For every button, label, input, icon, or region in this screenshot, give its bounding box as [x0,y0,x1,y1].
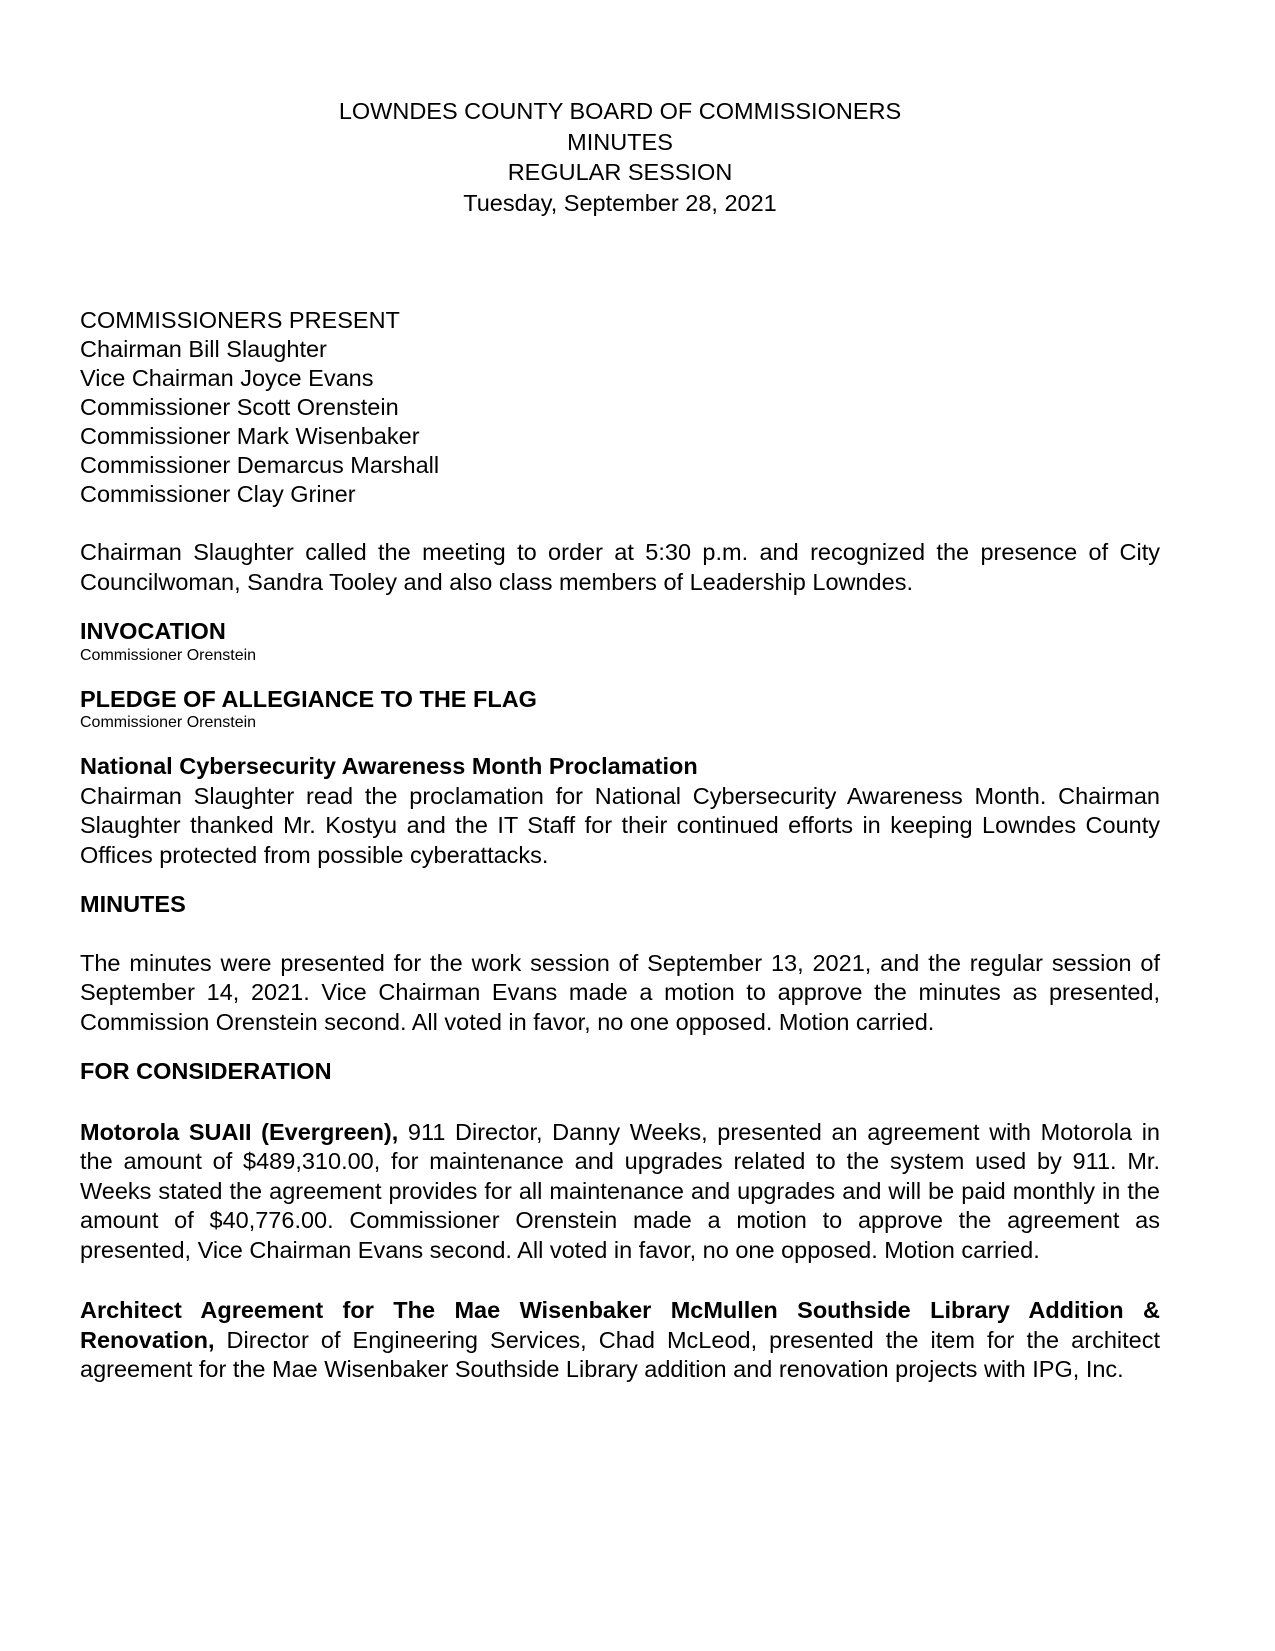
commissioner-entry: Commissioner Clay Griner [80,481,356,507]
header-title-line-3: REGULAR SESSION [507,159,733,185]
spacer [80,920,1160,949]
header-meeting-date: Tuesday, September 28, 2021 [463,189,777,216]
commissioners-present-heading: COMMISSIONERS PRESENT [80,307,400,333]
pledge-heading: PLEDGE OF ALLEGIANCE TO THE FLAG [80,685,537,712]
commissioner-entry: Commissioner Scott Orenstein [80,394,399,420]
pledge-body: Commissioner Orenstein [80,714,257,731]
header-title-line-2: MINUTES [567,128,673,155]
consideration-item-lead-in: Motorola SUAII (Evergreen), [80,1118,399,1145]
spacer [80,870,1160,890]
consideration-item-architect-agreement [80,1296,1160,1385]
document-header [80,96,1160,218]
spacer [80,732,1160,752]
commissioner-entry: Chairman Bill Slaughter [80,336,327,362]
commissioner-entry: Commissioner Demarcus Marshall [80,452,440,478]
consideration-item-motorola [80,1118,1160,1266]
call-to-order-paragraph: Chairman Slaughter called the meeting to order at 5:30 p.m. and recognized the presence of City Councilwoman, Sandra Tooley and also class members of Leadership Lowndes. [80,539,1160,595]
commissioner-entry: Commissioner Mark Wisenbaker [80,423,420,449]
minutes-paragraph: The minutes were presented for the work session of September 13, 2021, and the regular session of September 14, 2021. Vice Chairman Evans made a motion to approve the minutes as presented, Commission Orenstein second. All voted in favor, no one opposed. Motion carried. [80,949,1160,1035]
spacer [80,597,1160,617]
consideration-item-body: Director of Engineering Services, Chad McLeod, presented the item for the architect agreement for the Mae Wisenbaker Southside Library addition and renovation projects with IPG, Inc. [80,1326,1160,1382]
invocation-body: Commissioner Orenstein [80,646,257,664]
header-title-line-1: LOWNDES COUNTY BOARD OF COMMISSIONERS [338,98,902,124]
spacer [80,1265,1160,1296]
commissioner-entry: Vice Chairman Joyce Evans [80,365,374,391]
consideration-item-body: 911 Director, Danny Weeks, presented an agreement with Motorola in the amount of $489,310.00, for maintenance and upgrades related to the system used by 911. Mr. Weeks stated the agreement provides for all maintenance and upgrades and will be paid monthly in the amount of $40,776.00. Commissioner Orenstein made a motion to approve the agreement as presented, Vice Chairman Evans second. All voted in favor, no one opposed. Motion carried. [80,1118,1161,1263]
proclamation-heading: National Cybersecurity Awareness Month Proclamation [80,753,698,779]
spacer [80,509,1160,538]
consideration-item-lead-in: Architect Agreement for The Mae Wisenbaker McMullen Southside Library Addition & Renovation, [80,1297,1160,1353]
proclamation-paragraph: Chairman Slaughter read the proclamation for National Cybersecurity Awareness Month. Chairman Slaughter thanked Mr. Kostyu and the IT Staff for their continued efforts in keeping Lowndes County Offices protected from possible cyberattacks. [80,782,1160,868]
for-consideration-heading: FOR CONSIDERATION [80,1058,332,1084]
spacer [80,1037,1160,1057]
spacer [80,665,1160,685]
minutes-heading: MINUTES [80,891,186,917]
invocation-heading: INVOCATION [80,618,226,644]
spacer [80,1087,1160,1118]
header-spacer [80,218,1160,306]
commissioners-present-block [80,306,1160,509]
